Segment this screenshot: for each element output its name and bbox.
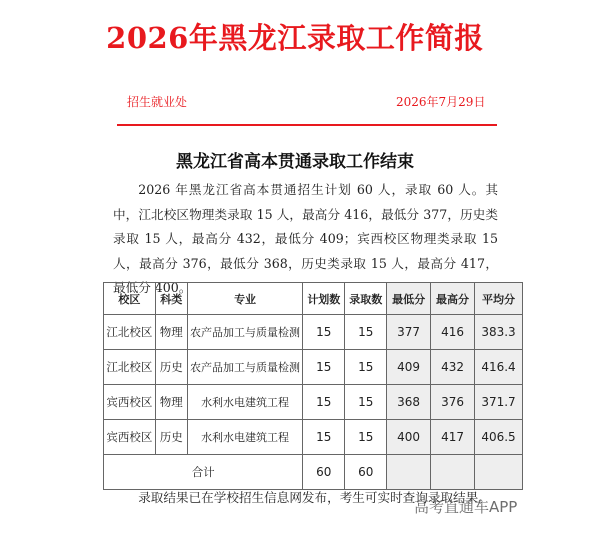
cell-avg-score: 383.3: [475, 315, 523, 350]
cell-subject: 历史: [155, 350, 187, 385]
header-major: 专业: [187, 283, 303, 315]
cell-max-score: 432: [431, 350, 475, 385]
cell-min-score: 368: [387, 385, 431, 420]
cell-major: 水利水电建筑工程: [187, 385, 303, 420]
cell-subject: 物理: [155, 315, 187, 350]
cell-max-score: 376: [431, 385, 475, 420]
cell-avg-score: 416.4: [475, 350, 523, 385]
cell-major: 农产品加工与质量检测: [187, 315, 303, 350]
footer-note: 录取结果已在学校招生信息网发布，考生可实时查询录取结果。: [138, 490, 491, 505]
total-admitted: 60: [345, 455, 387, 490]
header-max-score: 最高分: [431, 283, 475, 315]
cell-admitted: 15: [345, 385, 387, 420]
issue-date: 2026年7月29日: [396, 95, 486, 109]
cell-campus: 江北校区: [104, 315, 156, 350]
table-row: [104, 385, 523, 420]
header-campus: 校区: [104, 283, 156, 315]
header-subject: 科类: [155, 283, 187, 315]
cell-subject: 历史: [155, 420, 187, 455]
header-avg-score: 平均分: [475, 283, 523, 315]
cell-campus: 宾西校区: [104, 385, 156, 420]
cell-admitted: 15: [345, 350, 387, 385]
cell-plan: 15: [303, 420, 345, 455]
cell-campus: 宾西校区: [104, 420, 156, 455]
cell-campus: 江北校区: [104, 350, 156, 385]
total-plan: 60: [303, 455, 345, 490]
cell-avg-score: 371.7: [475, 385, 523, 420]
cell-min-score: 409: [387, 350, 431, 385]
table-header-row: [104, 283, 523, 315]
total-avg-empty: [475, 455, 523, 490]
table-row: [104, 420, 523, 455]
app-watermark: 高考直通车APP: [414, 498, 518, 516]
header-divider: [117, 124, 497, 126]
document-title: 2026年黑龙江录取工作简报: [106, 21, 484, 55]
header-min-score: 最低分: [387, 283, 431, 315]
cell-admitted: 15: [345, 315, 387, 350]
table-row: [104, 350, 523, 385]
cell-avg-score: 406.5: [475, 420, 523, 455]
cell-major: 水利水电建筑工程: [187, 420, 303, 455]
cell-max-score: 416: [431, 315, 475, 350]
header-admitted: 录取数: [345, 283, 387, 315]
cell-max-score: 417: [431, 420, 475, 455]
total-min-empty: [387, 455, 431, 490]
cell-plan: 15: [303, 350, 345, 385]
article-title: 黑龙江省高本贯通录取工作结束: [176, 152, 414, 172]
cell-plan: 15: [303, 315, 345, 350]
table-row: [104, 315, 523, 350]
cell-subject: 物理: [155, 385, 187, 420]
cell-major: 农产品加工与质量检测: [187, 350, 303, 385]
header-plan: 计划数: [303, 283, 345, 315]
cell-admitted: 15: [345, 420, 387, 455]
summary-paragraph: 2026 年黑龙江省高本贯通招生计划 60 人，录取 60 人。其中，江北校区物理类录取 15 人，最高分 416，最低分 377，历史类录取 15 人，最高分 432，最低分 409；宾西校区物理类录取 15 人，最高分 376，最低分 368，历史类录取 15 人，最高分 417，最低分 400。: [113, 182, 498, 295]
cell-plan: 15: [303, 385, 345, 420]
admission-table: [103, 282, 523, 490]
table-total-row: [104, 455, 523, 490]
total-label: 合计: [104, 455, 303, 490]
total-max-empty: [431, 455, 475, 490]
cell-min-score: 400: [387, 420, 431, 455]
issuing-department: 招生就业处: [127, 95, 188, 109]
cell-min-score: 377: [387, 315, 431, 350]
